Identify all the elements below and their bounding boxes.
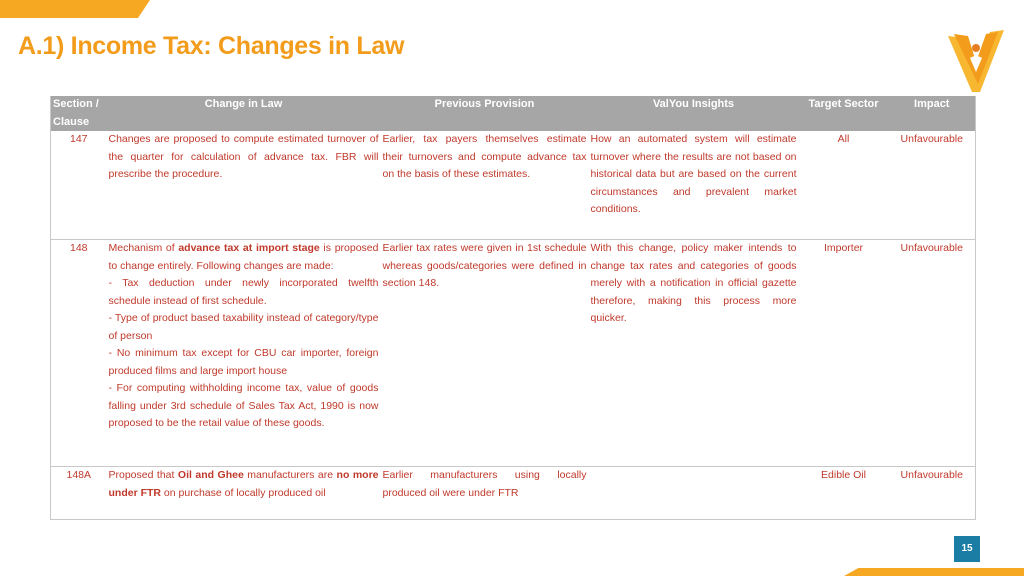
cell-section: 148A (51, 467, 107, 520)
cell-sector: Edible Oil (799, 467, 889, 520)
valyou-v-logo-icon (946, 28, 1006, 94)
bottom-accent-stripe (844, 568, 1024, 576)
top-accent-stripe (0, 0, 150, 18)
table-row (51, 240, 976, 467)
change-text-post: is proposed to change entirely. Following changes are made: (108, 242, 379, 272)
cell-change (107, 240, 381, 467)
change-text-pre: Mechanism of (108, 242, 179, 254)
change-bullet: - No minimum tax except for CBU car importer, foreign produced films and large import house (108, 347, 379, 377)
cell-previous: Earlier tax rates were given in 1st schedule whereas goods/categories were defined in section 148. (381, 240, 589, 467)
table-row (51, 131, 976, 240)
change-text-bold: advance tax at import stage (178, 242, 320, 254)
cell-insights (589, 467, 799, 520)
change-bullet: - For computing withholding income tax, value of goods falling under 3rd schedule of Sales Tax Act, 1990 is now proposed to be the retail value of these goods. (108, 382, 379, 429)
header-section: Section / Clause (51, 96, 107, 131)
cell-sector: All (799, 131, 889, 240)
header-change-in-law: Change in Law (107, 96, 381, 131)
page-number-badge: 15 (954, 536, 980, 562)
cell-impact: Unfavourable (889, 131, 976, 240)
change-text-bold: no more under FTR (108, 469, 379, 499)
change-text-post: on purchase of locally produced oil (161, 486, 326, 499)
header-previous-provision: Previous Provision (381, 96, 589, 131)
cell-section: 148 (51, 240, 107, 467)
change-bullet: - Tax deduction under newly incorporated twelfth schedule instead of first schedule. (108, 277, 379, 307)
cell-change (107, 467, 381, 520)
cell-change: Changes are proposed to compute estimated turnover of the quarter for calculation of advance tax. FBR will prescribe the procedure. (107, 131, 381, 240)
table-header-row (51, 96, 976, 131)
cell-insights: How an automated system will estimate turnover where the results are not based on historical data but are based on the current circumstances and prevalent market conditions. (589, 131, 799, 240)
cell-previous: Earlier, tax payers themselves estimate their turnovers and compute advance tax on the basis of these estimates. (381, 131, 589, 240)
header-valyou-insights: ValYou Insights (589, 96, 799, 131)
cell-impact: Unfavourable (889, 240, 976, 467)
page-title: A.1) Income Tax: Changes in Law (18, 32, 405, 60)
cell-insights: With this change, policy maker intends to change tax rates and categories of goods merely with a notification in official gazette therefore, making this process more quicker. (589, 240, 799, 467)
cell-sector: Importer (799, 240, 889, 467)
cell-previous: Earlier manufacturers using locally produced oil were under FTR (381, 467, 589, 520)
change-text-mid: manufacturers are (243, 469, 337, 481)
change-text-bold: Oil and Ghee (177, 469, 244, 481)
changes-in-law-table (50, 96, 976, 520)
change-text-pre: Proposed that (108, 469, 178, 481)
header-target-sector: Target Sector (799, 96, 889, 131)
header-impact: Impact (889, 96, 976, 131)
cell-impact: Unfavourable (889, 467, 976, 520)
change-bullet: - Type of product based taxability instead of category/type of person (108, 312, 379, 342)
table-row (51, 467, 976, 520)
cell-section: 147 (51, 131, 107, 240)
